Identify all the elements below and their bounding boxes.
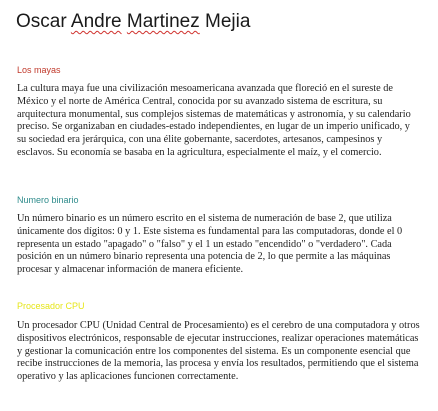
title-second-surname: Mejia bbox=[205, 11, 251, 32]
section-heading-binario: Numero binario bbox=[17, 195, 79, 205]
section-body-mayas: La cultura maya fue una civilización mesoamericana avanzada que floreció en el sureste de México y el norte de América Central, conocida por su avanzado sistema de escritura, su arquitectura monumental, sus complejos sistemas de matemáticas y astronomía, y su calendario preciso. Se organizaban en ciudades-estado independientes, en lugar de un imperio unificado, y su sociedad era jerárquica, con una élite gobernante, sacerdotes, artesanos, campesinos y esclavos. Su economía se basaba en la agricultura, especialmente el maíz, y el comercio. bbox=[17, 83, 411, 158]
section-heading-cpu: Procesador CPU bbox=[17, 301, 85, 311]
title-surname: Martinez bbox=[126, 11, 200, 32]
title-middle-name: Andre bbox=[70, 11, 122, 32]
section-body-binario: Un número binario es un número escrito en el sistema de numeración de base 2, que utiliza únicamente dos dígitos: 0 y 1. Este sistema es fundamental para las computadoras, donde el 0 representa un estado "apagado" o "falso" y el 1 un estado "encendido" o "verdadero". Cada posición en un número binario representa una potencia de 2, lo que permite a las máquinas procesar y almacenar información de manera eficiente. bbox=[17, 213, 403, 276]
document-title bbox=[16, 10, 250, 34]
section-body-cpu: Un procesador CPU (Unidad Central de Procesamiento) es el cerebro de una computadora y otros dispositivos electrónicos, responsable de ejecutar instrucciones, realizar operaciones matemáticas y gestionar la comunicación entre los componentes del sistema. Es un componente esencial que recibe instrucciones de la memoria, las procesa y envía los resultados, permitiendo que el sistema operativo y las aplicaciones funcionen correctamente. bbox=[17, 320, 420, 383]
title-first-name: Oscar bbox=[16, 11, 71, 32]
section-heading-mayas: Los mayas bbox=[17, 65, 61, 75]
